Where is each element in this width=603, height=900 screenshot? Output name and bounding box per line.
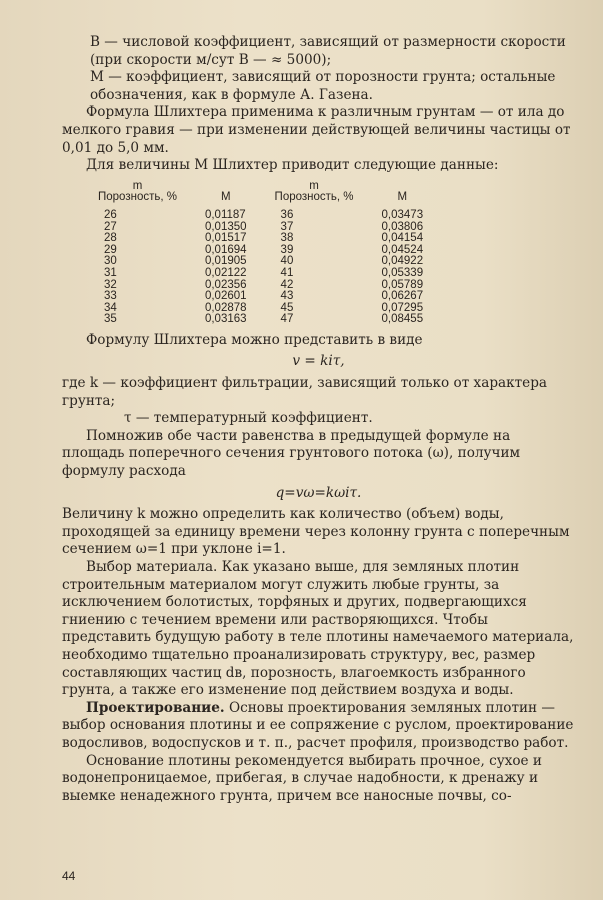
table-cell: 0,04154 [381,232,424,245]
table-cell: 0,01187 [204,208,246,221]
table-cell: 31 [104,266,117,279]
header-m-1: M [220,191,231,204]
table-cell: 0,02356 [204,278,247,291]
table-cell: 34 [104,301,117,314]
table-cell: 47 [280,313,294,326]
table-cell: 0,05339 [381,266,424,279]
table-row [84,233,437,245]
table-row [84,268,437,280]
heading-design: Проектирование. [86,699,225,716]
table-cell: 45 [280,301,294,314]
definition-b: B — числовой коэффициент, зависящий от размерности скорости (при скорости м/сут B — ≈ 5000); [90,34,566,68]
paragraph-table-intro: Для величины M Шлихтер приводит следующие данные: [86,157,499,174]
paragraph-k-definition: Величину k можно определить как количество (объем) воды, проходящей за единицу времени через колонну грунта с поперечным сечением ω=1 при уклоне i=1. [62,506,570,558]
paragraph-discharge: Помножив обе части равенства в предыдущей формуле на площадь поперечного сечения грунтового потока (ω), получим формулу расхода [62,427,521,480]
table-cell: 0,01694 [204,243,247,256]
header-porosity-2: m Порозность, % [274,179,354,204]
table-cell: 0,05789 [381,278,424,291]
paragraph-formula-intro: Формулу Шлихтера можно представить в виде [86,331,423,348]
table-cell: 33 [104,290,117,303]
table-cell: 38 [280,232,294,245]
porosity-table [84,181,437,326]
paragraph-design [62,700,575,753]
table-cell: 37 [280,220,294,233]
table-cell: 30 [104,255,117,268]
table-cell: 0,02122 [204,266,247,279]
table-row [84,210,437,222]
table-cell: 43 [280,290,294,303]
table-cell: 26 [104,208,117,221]
table-header-row [84,181,437,210]
design-text: Основы проектирования земляных плотин — выбор основания плотины и ее сопряжение с руслом, проектирование водосливов, водоспусков и т. п., расчет профиля, производство работ. [62,699,574,751]
definition-tau: τ — температурный коэффициент. [124,410,373,427]
table-cell: 40 [280,255,294,268]
table-cell: 0,03473 [381,208,424,221]
table-cell: 0,04922 [381,255,424,268]
table-cell: 0,01905 [204,255,247,268]
table-cell: 0,04524 [381,243,424,256]
table-cell: 28 [104,232,117,245]
table-cell: 0,02878 [204,301,247,314]
table-cell: 0,08455 [381,313,424,326]
paragraph-material: Выбор материала. Как указано выше, для земляных плотин строительным материалом могут служить любые грунты, за исключением болотистых, торфяных и других, подвергающихся гниению с течением времени или растворяющихся. Чтобы представить будущую работу в теле плотины намечаемого материала, необходимо тщательно проанализировать структуру, вес, размер составляющих частиц dв, порозность, влагоемкость избранного грунта, а также его изменение под действием воздуха и воды. [62,559,574,699]
header-porosity-1: m Порозность, % [98,179,177,204]
table-cell: 0,02601 [204,290,247,303]
paragraph-applicability: Формула Шлихтера применима к различным грунтам — от ила до мелкого гравия — при изменении действующей величины частицы от 0,01 до 5,0 мм. [62,104,571,156]
table-cell: 42 [280,278,294,291]
table-cell: 32 [104,278,117,291]
table-cell: 36 [280,208,294,221]
table-row [84,291,437,303]
formula-q: q=vω=kωiτ. [275,484,362,501]
formula-v: v = kiτ, [292,353,345,370]
table-cell: 0,03163 [204,313,247,326]
table-cell: 39 [280,243,294,256]
paragraph-foundation: Основание плотины рекомендуется выбирать прочное, сухое и водонепроницаемое, прибегая, в случае надобности, к дренажу и выемке ненадежного грунта, причем все наносные почвы, со- [62,752,542,804]
table-cell: 0,01350 [204,220,247,233]
definition-k: где k — коэффициент фильтрации, зависящий только от характера грунта; [62,375,547,409]
table-cell: 35 [104,313,117,326]
table-row [84,314,437,326]
table-cell: 29 [104,243,117,256]
table-cell: 27 [104,220,117,233]
table-cell: 0,07295 [381,301,424,314]
header-m-2: M [397,191,408,204]
page-number: 44 [62,869,76,883]
table-cell: 0,03806 [381,220,424,233]
table-cell: 0,06267 [381,290,424,303]
definition-m: M — коэффициент, зависящий от порозности грунта; остальные обозначения, как в формуле А. Газена. [90,69,556,103]
table-cell: 0,01517 [204,232,247,245]
table-cell: 41 [280,266,294,279]
